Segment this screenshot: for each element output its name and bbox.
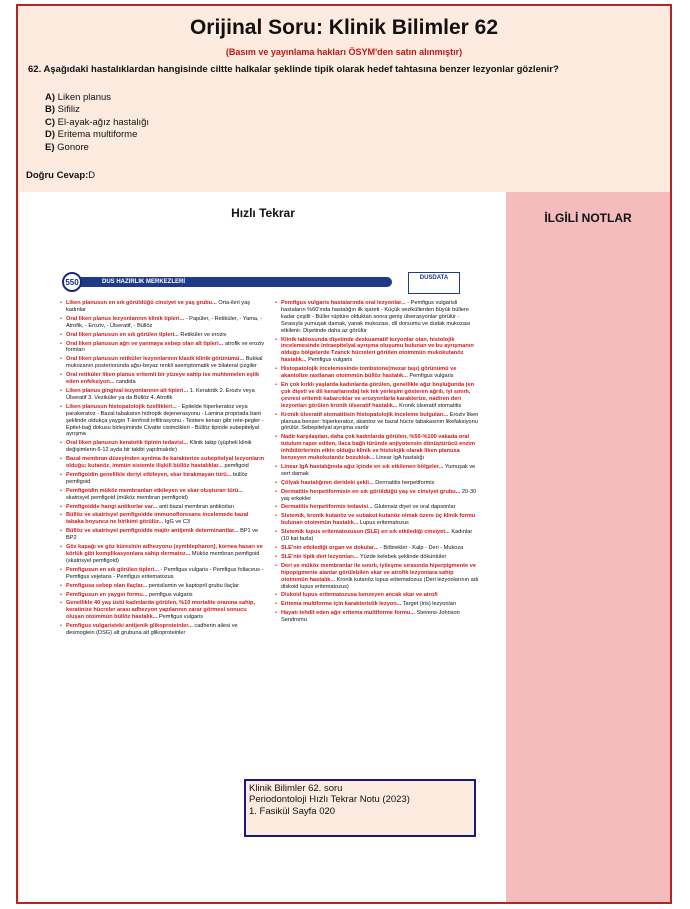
answer-value: D	[88, 170, 96, 181]
note-question: Deri ve müköz membranlar ile sınırlı, iyileşme sırasında hiperpigmente ve hipopigmente alanlar görülebilen skar ve atrofik lezyonlara sahip otoimmün hastalık...	[281, 562, 476, 583]
note-entry	[275, 382, 480, 410]
note-answer: Linear IgA hastalığı	[376, 455, 425, 462]
option-a	[45, 92, 149, 104]
option-letter: E)	[45, 141, 55, 153]
question-card	[16, 4, 672, 904]
note-question: Büllöz ve skatrisyel pemfigoidde majör antijenik determinantlar...	[66, 528, 239, 535]
note-answer: Müköz membran pemfigoid (skatrisyel pemfigoid)	[66, 551, 260, 564]
note-entry	[60, 488, 265, 502]
option-d	[45, 129, 149, 141]
note-answer: 20-30 yaş erkekler	[281, 488, 477, 502]
note-answer: anti bazal membran antikorları	[158, 503, 235, 510]
note-question: Pemfigoidde hangi antikorlar var...	[66, 503, 158, 510]
note-entry	[275, 480, 480, 487]
page-title: Orijinal Soru: Klinik Bilimler 62	[189, 16, 499, 39]
answer-label: Doğru Cevap:	[26, 170, 89, 181]
page-left-column	[60, 300, 265, 639]
note-answer: IgG ve C3	[164, 519, 191, 526]
note-question: Büllöz ve skatrisyel pemfigoidde immunofloresans incelemede bazal tabaka boyunca ne birikimi görülür...	[66, 512, 249, 526]
note-entry	[60, 456, 265, 470]
note-entry	[60, 528, 265, 542]
note-entry	[60, 341, 265, 355]
note-answer: büllöz pemfigoid	[66, 471, 248, 485]
note-question: Bazal membran düzeyinden ayrılma ile karakterize subepitelyal lezyonların olduğu; kutanöz, immün sistemle ilişkili büllöz hastalıklar...	[66, 456, 265, 470]
copyright-notice: (Basım ve yayınlama hakları ÖSYM'den satın alınmıştır)	[225, 47, 463, 57]
question-number: 62.	[28, 64, 42, 75]
note-entry	[60, 504, 265, 511]
note-answer: Lupus eritematozus	[359, 520, 409, 527]
note-question: SLE'nin etkilediği organ ve dokular...	[281, 545, 379, 551]
note-answer: Kronik kutanöz lupus eritematozus (Deri lezyonlarının adı diskoid lupus eritematozus)	[281, 576, 479, 590]
note-question: En çok kırklı yaşlarda kadınlarda görülen, genellikle ağız boşluğunda (en çok dişeti ve dil kenarlarında) tek tek yerleşim gösteren ağrılı, iyi sınırlı, çevresi eritemli kabarcıklar ve erozyonlarla karakterize, nadiren deri lezyonları görülen kronik ülseratif hastalık...	[281, 381, 475, 409]
option-letter: D)	[45, 129, 56, 141]
note-question: Pemfigusa sebep olan ilaçlar...	[66, 582, 148, 589]
note-entry	[60, 623, 265, 637]
page-number: 550	[62, 272, 82, 292]
note-entry	[60, 332, 265, 339]
option-letter: A)	[45, 92, 56, 103]
option-text: Sifiliz	[57, 104, 80, 116]
quick-review-heading: Hızlı Tekrar	[231, 206, 295, 220]
note-answer: cadherin ailesi ve desmoglein (DSG) alt grubuna ait glikoproteinler	[66, 623, 238, 637]
note-answer: penisilamin ve kaptopril grubu ilaçlar	[148, 582, 239, 589]
note-entry	[275, 563, 480, 591]
note-answer: Retiküler ve eroziv	[180, 331, 227, 338]
note-question: Oral liken planusun keratotik tipinin tedavisi...	[66, 440, 189, 447]
related-notes-heading: İLGİLİ NOTLAR	[544, 211, 632, 225]
note-question: Pemfigoidin genellikle deriyi etkileyen, skar bırakmayan türü...	[66, 471, 232, 478]
note-answer: pemfigus vulgaris	[149, 591, 193, 598]
option-letter: C)	[45, 116, 56, 128]
answer-options	[45, 92, 149, 154]
note-question: Nadir karşılaşılan, daha çok kadınlarda görülen, %50-%100 vakada oral tutulum rapor edilen, ilaca bağlı türünde anjiyotensin dönüştürücü enzim inhibitörlerinin etkin olduğu klinik ve histolojik olarak liken planusa benzeyen mukokutanöz bozukluk...	[281, 434, 475, 462]
note-question: Genellikle 40 yaş üstü kadınlarda görülen, %10 mortalite oranına sahip, keratinize hücreler arası adhezyon yapılarının zarar görmesi sonucu oluşan otoimmün büllöz hastalık...	[66, 600, 256, 621]
note-answer: Pemfigus vulgaris	[409, 373, 454, 380]
note-answer: Pemfigus vulgaris	[308, 357, 353, 364]
note-answer: Yumuşak ve sert damak	[281, 463, 476, 477]
note-entry	[275, 337, 480, 365]
note-answer: - Böbrekler - Kalp - Deri - Mukoza	[379, 545, 464, 551]
note-question: Diskoid lupus eritematozusa benzeyen ancak skar ve atrofi	[281, 592, 438, 599]
note-question: Hayatı tehdit eden ağır eritema multiforme formu...	[281, 610, 415, 617]
caption-line: Klinik Bilimler 62. soru	[249, 783, 343, 794]
note-question: Oral liken planus lezyonlarının klinik tipleri...	[66, 315, 185, 322]
note-question: Dermatitis herpetiformisin en sık görüldüğü yaş ve cinsiyet grubu...	[281, 488, 461, 495]
note-entry	[275, 610, 480, 624]
note-entry	[60, 372, 265, 386]
related-notes-panel	[506, 192, 670, 902]
note-answer: BP1 ve BP2	[66, 528, 259, 542]
note-question: Eritema multiforme için karakteristik lezyon...	[281, 601, 402, 608]
note-question: Sistemik lupus eritematozusun (SLE) en sık etkilediği cinsiyet...	[281, 529, 450, 536]
option-text: Liken planus	[57, 92, 112, 103]
note-question: Çölyak hastalığının derideki şekli...	[281, 479, 374, 486]
note-question: Oral liken planusun retiküler lezyonlarının klasik klinik görünümü...	[66, 356, 245, 363]
option-b	[45, 104, 149, 116]
note-question: Histopatolojik incelemesinde tombstone(mezar taşı) görünümü ve akantolize rastlanan otoimmün büllöz hastalık...	[281, 366, 457, 380]
option-letter: B)	[45, 104, 56, 116]
note-entry	[275, 412, 480, 433]
note-answer: - Papüler, - Retiküler, - Yama, - Atrofik, - Eroziv, - Ülseratif, - Büllöz	[66, 315, 262, 329]
note-answer: pemfigoid	[224, 463, 249, 470]
note-entry	[275, 513, 480, 527]
note-question: Linear IgA hastalığında ağız içinde en sık etkilenen bölgeler...	[281, 463, 444, 470]
note-entry	[275, 592, 480, 599]
note-entry	[60, 600, 265, 621]
note-entry	[60, 583, 265, 590]
note-entry	[60, 388, 265, 402]
note-answer: skatrisyel pemfigoid (müköz membran pemfigoid)	[66, 494, 188, 501]
note-entry	[275, 464, 480, 478]
note-question: Liken planus gingival lezyonlarının alt tipleri...	[66, 387, 189, 394]
note-answer: candida	[116, 379, 136, 386]
note-entry	[60, 316, 265, 330]
note-answer: Kadınlar (10 kat fazla)	[281, 529, 473, 543]
note-entry	[60, 356, 265, 370]
note-entry	[275, 366, 480, 380]
note-question: Pemfigus vulgaristeki antijenik glikoproteinler...	[66, 623, 193, 630]
note-question: Göz kapağı ve göz küresinin adhezyonu (symblepharon), kornea hasarı ve körlük gibi komplikasyonlara sahip dermatoz...	[66, 544, 263, 557]
note-question: Pemfigusun en sık görülen tipleri...	[66, 566, 159, 573]
note-question: Klinik tablosunda dişetinde deskuamatif lezyonlar olan, histolojik incelemesinde intraepitelyal ayrışma oluşumu bulunan ve bu ayrışmanın olduğu bölgelerde Tzanck hücreleri görülen otoimmün mukokutanöz hastalık...	[281, 336, 474, 364]
option-text: El-ayak-ağız hastalığı	[57, 116, 150, 128]
note-entry	[275, 529, 480, 543]
note-entry	[275, 504, 480, 511]
note-entry	[275, 554, 480, 561]
note-answer: 1. Keratotik 2. Eroziv veya Ülseratif 3. Veziküler ya da Büllöz 4. Atrofik	[66, 387, 255, 401]
correct-answer	[26, 170, 95, 181]
note-question: Pemfigus vulgaris hastalarında oral lezyonlar...	[281, 300, 406, 306]
note-answer: atrofik ve eroziv formları	[66, 340, 265, 354]
option-text: Eritema multiforme	[57, 129, 138, 141]
note-answer: Pemfigus vulgaris	[158, 614, 204, 621]
note-entry	[275, 434, 480, 462]
note-entry	[275, 489, 480, 503]
note-entry	[60, 592, 265, 599]
note-answer: Orta-ileri yaş kadınlar	[66, 300, 251, 313]
note-question: Liken planusun en sık görüldüğü cinsiyet ve yaş grubu...	[66, 300, 217, 306]
note-entry	[275, 300, 480, 335]
note-answer: - Pemfigus vulgaris - Pemfigus foliaceus - Pemfigus vejetans - Pemfigus eritematozus	[66, 566, 264, 580]
note-answer: - Pemfigus vulgarisli hastaların %60'ında hastalığın ilk işareti - Küçük veziküllerden büyük büllere kadar çeşitli - Büller rüptüre olduktan sonra geniş ülserasyonlar görülür - Sırasıyla yumuşak damak, yanak mukozası, dil dorsumu ve dudak mukozası etkilenir. Dişetinde daha az görülür	[281, 300, 471, 334]
note-answer: Target (iris) lezyonları	[402, 601, 457, 608]
note-entry	[60, 472, 265, 486]
note-question: Pemfigusun en yaygın formu...	[66, 591, 148, 598]
publisher-logo: DUSDATA	[408, 272, 460, 294]
note-answer: Kronik ülseratif stomatitis	[399, 402, 462, 409]
note-answer: Yüzde kelebek şeklinde döküntüler	[359, 553, 447, 560]
note-question: Liken planusun histopatolojik özellikleri...	[66, 403, 177, 410]
note-answer: Stevens-Johnson Sendromu	[281, 610, 460, 624]
caption-line: 1. Fasikül Sayfa 020	[249, 805, 336, 817]
note-question: SLE'nin tipik deri lezyonları...	[281, 553, 359, 560]
option-text: Gonore	[57, 141, 89, 153]
note-question: Oral retiküler liken planus eritemli bir yüzeye sahip ise muhtemelen eşlik eden enfeksiyon...	[66, 372, 260, 386]
note-answer: Klinik takip (şüpheli klinik değişimlerin 6-12 ayda bir takibi yapılmalıdır)	[66, 440, 252, 454]
option-c	[45, 117, 149, 129]
note-entry	[60, 440, 265, 454]
note-answer: - Epitelde hiperkeratoz veya parakeratoz - Bazal tabakanın hidropik dejenerasyonu - Lamina propriada bant şeklinde oldukça yaygın T-lenfosit infiltrasyonu - Testere kenarı gibi rete-pegler - Epitel-bağ dokusu birleşiminde Civatte cisimcikleri - Büllöz tipinde subepitelyal ayrışma	[66, 403, 264, 438]
note-entry	[60, 300, 265, 314]
note-question: Sistemik, kronik kutanöz ve subakut kutanöz olmak üzere üç klinik formu bulunan otoimmün hastalık...	[281, 513, 476, 527]
question-text	[28, 64, 648, 75]
caption-line: Periodontoloji Hızlı Tekrar Notu (2023)	[249, 794, 410, 806]
note-question: Kronik ülseratif stomatitisin histopatolojik inceleme bulguları...	[281, 411, 449, 418]
note-question: Oral liken planusun en sık görülen tipleri...	[66, 331, 179, 338]
note-question: Oral liken planusun ağrı ve yanmaya sebep olan alt tipleri...	[66, 340, 224, 347]
page-right-column	[275, 300, 480, 639]
option-e	[45, 142, 149, 154]
page-header-band: DUS HAZIRLIK MERKEZLERİ	[72, 277, 392, 287]
page-columns	[60, 300, 480, 639]
note-entry	[275, 545, 480, 552]
note-answer: Bukkal mukozanın posteriorunda ağsı-beyaz renkli asemptomatik ve bilateral çizgiler	[66, 356, 263, 370]
note-answer: Dermatitis herpetiformis	[375, 479, 435, 486]
note-answer: Eroziv liken planusa benzer: hiperkeratoz, akantoz ve bazal hücre tabakasının likefaksiyonu görülür. Sebepitelyal ayrışma vardır	[281, 411, 479, 432]
note-entry	[275, 601, 480, 608]
note-question: Pemfigoidin müköz membranları etkileyen ve skar oluşturan türü...	[66, 487, 243, 494]
note-entry	[60, 404, 265, 439]
note-entry	[60, 512, 265, 526]
note-question: Dermatitis herpetiformis tedavisi...	[281, 504, 373, 511]
question-stem: Aşağıdaki hastalıklardan hangisinde ciltte halkalar şeklinde tipik olarak hedef tahtasına benzer lezyonlar gözlenir?	[43, 64, 559, 75]
note-entry	[60, 544, 265, 565]
note-answer: Glutensiz diyet ve oral dapsonlar	[374, 504, 456, 511]
note-entry	[60, 567, 265, 581]
source-caption	[244, 779, 476, 837]
